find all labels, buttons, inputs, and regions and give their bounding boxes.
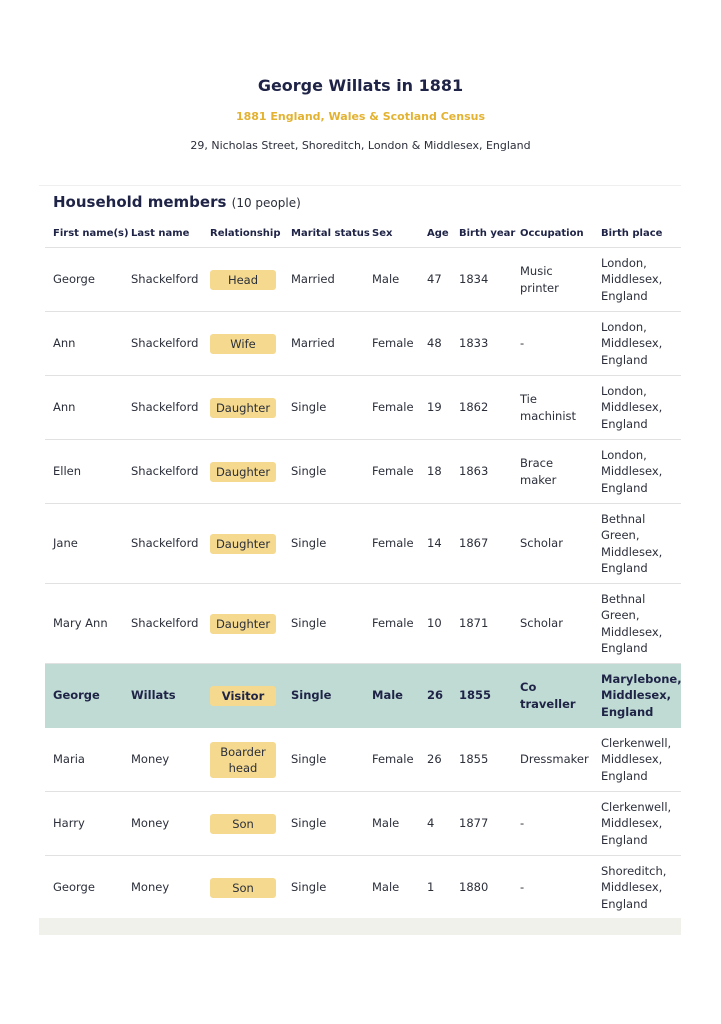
member-occupation-cell xyxy=(512,312,593,376)
member-first-name-cell xyxy=(45,664,123,728)
relationship-badge: Son xyxy=(210,814,276,834)
relationship-badge: Son xyxy=(210,878,276,898)
member-age-cell xyxy=(419,792,451,856)
member-age: 14 xyxy=(427,536,442,551)
member-last-name-cell xyxy=(123,584,202,664)
member-last-name-cell xyxy=(123,728,202,792)
member-birth-place: Clerkenwell, Middlesex, England xyxy=(601,799,672,847)
member-first-name-cell xyxy=(45,376,123,440)
member-birth-year-cell xyxy=(451,664,512,728)
table-row[interactable] xyxy=(45,440,681,504)
member-relationship-cell xyxy=(202,664,283,728)
member-birth-place-cell xyxy=(593,584,681,664)
member-birth-year-cell xyxy=(451,584,512,664)
relationship-badge: Boarder head xyxy=(210,742,276,778)
member-birth-place: London, Middlesex, England xyxy=(601,319,663,367)
member-last-name-cell xyxy=(123,664,202,728)
member-first-name-cell xyxy=(45,728,123,792)
member-sex: Female xyxy=(372,616,414,631)
member-marital-status-cell xyxy=(283,856,364,920)
member-occupation-cell xyxy=(512,440,593,504)
member-age: 26 xyxy=(427,688,444,703)
member-last-name: Money xyxy=(131,816,170,831)
member-relationship-cell xyxy=(202,440,283,504)
member-birth-year: 1871 xyxy=(459,616,489,631)
member-age: 48 xyxy=(427,336,442,351)
member-occupation-cell xyxy=(512,248,593,312)
member-marital-status-cell xyxy=(283,312,364,376)
relationship-badge: Daughter xyxy=(210,398,276,418)
member-first-name-cell xyxy=(45,584,123,664)
member-occupation: Brace maker xyxy=(520,456,557,487)
member-occupation: Tie machinist xyxy=(520,392,577,423)
column-header-sex: Sex xyxy=(364,219,419,248)
member-first-name: Ellen xyxy=(53,464,82,479)
column-header-age: Age xyxy=(419,219,451,248)
page-title: George Willats in 1881 xyxy=(257,76,464,95)
member-occupation-cell xyxy=(512,376,593,440)
member-sex-cell xyxy=(364,584,419,664)
relationship-badge: Head xyxy=(210,270,276,290)
member-relationship-cell xyxy=(202,504,283,584)
member-marital-status-cell xyxy=(283,440,364,504)
member-age: 47 xyxy=(427,272,442,287)
column-header-birth-year: Birth year xyxy=(451,219,512,248)
member-first-name-cell xyxy=(45,312,123,376)
member-sex-cell xyxy=(364,440,419,504)
member-birth-year: 1863 xyxy=(459,464,489,479)
table-row[interactable] xyxy=(45,504,681,584)
member-last-name: Money xyxy=(131,880,170,895)
member-last-name: Shackelford xyxy=(131,400,199,415)
table-header-row xyxy=(45,219,681,248)
relationship-badge: Wife xyxy=(210,334,276,354)
member-age: 19 xyxy=(427,400,442,415)
member-sex: Female xyxy=(372,336,414,351)
relationship-badge: Visitor xyxy=(210,686,276,706)
member-birth-year-cell xyxy=(451,440,512,504)
member-first-name: Ann xyxy=(53,400,76,415)
column-header-birth-place: Birth place xyxy=(593,219,681,248)
member-sex: Female xyxy=(372,752,414,767)
member-occupation-cell xyxy=(512,792,593,856)
member-relationship-cell xyxy=(202,376,283,440)
table-row[interactable] xyxy=(45,376,681,440)
member-sex-cell xyxy=(364,312,419,376)
member-relationship-cell xyxy=(202,792,283,856)
member-sex-cell xyxy=(364,248,419,312)
member-last-name-cell xyxy=(123,376,202,440)
member-last-name: Money xyxy=(131,752,170,767)
member-age: 26 xyxy=(427,752,442,767)
member-sex: Male xyxy=(372,816,400,831)
member-relationship-cell xyxy=(202,584,283,664)
member-marital-status: Single xyxy=(291,616,327,631)
member-birth-place: Shoreditch, Middlesex, England xyxy=(601,863,667,911)
member-first-name: Maria xyxy=(53,752,85,767)
member-birth-year: 1833 xyxy=(459,336,489,351)
member-marital-status-cell xyxy=(283,664,364,728)
member-marital-status-cell xyxy=(283,792,364,856)
member-birth-place: London, Middlesex, England xyxy=(601,447,663,495)
member-birth-year: 1855 xyxy=(459,752,489,767)
member-birth-year: 1834 xyxy=(459,272,489,287)
member-last-name: Shackelford xyxy=(131,464,199,479)
member-age: 10 xyxy=(427,616,442,631)
member-first-name-cell xyxy=(45,792,123,856)
member-occupation: Music printer xyxy=(520,264,559,295)
member-age-cell xyxy=(419,728,451,792)
member-birth-year-cell xyxy=(451,856,512,920)
relationship-badge: Daughter xyxy=(210,462,276,482)
census-address: 29, Nicholas Street, Shoreditch, London & Middlesex, England xyxy=(190,139,531,152)
table-row[interactable] xyxy=(45,664,681,728)
member-first-name-cell xyxy=(45,856,123,920)
member-birth-year: 1877 xyxy=(459,816,489,831)
member-occupation: Scholar xyxy=(520,536,563,551)
member-first-name: Mary Ann xyxy=(53,616,108,631)
member-last-name: Shackelford xyxy=(131,616,199,631)
member-birth-year-cell xyxy=(451,728,512,792)
member-birth-place-cell xyxy=(593,728,681,792)
member-occupation: Scholar xyxy=(520,616,563,631)
member-sex: Female xyxy=(372,464,414,479)
member-birth-year-cell xyxy=(451,248,512,312)
member-sex: Male xyxy=(372,272,400,287)
member-marital-status-cell xyxy=(283,504,364,584)
member-birth-place-cell xyxy=(593,792,681,856)
member-occupation-cell xyxy=(512,504,593,584)
member-first-name: Harry xyxy=(53,816,85,831)
member-marital-status-cell xyxy=(283,728,364,792)
table-row[interactable] xyxy=(45,856,681,920)
member-occupation-cell xyxy=(512,856,593,920)
member-marital-status-cell xyxy=(283,248,364,312)
member-first-name-cell xyxy=(45,248,123,312)
member-occupation: - xyxy=(520,336,525,351)
member-marital-status: Single xyxy=(291,688,332,703)
member-occupation: Co traveller xyxy=(520,680,576,711)
member-sex: Female xyxy=(372,400,414,415)
member-marital-status: Single xyxy=(291,536,327,551)
member-birth-year: 1862 xyxy=(459,400,489,415)
member-last-name: Shackelford xyxy=(131,536,199,551)
relationship-badge: Daughter xyxy=(210,614,276,634)
household-count: (10 people) xyxy=(231,196,301,210)
member-age-cell xyxy=(419,248,451,312)
member-relationship-cell xyxy=(202,312,283,376)
member-birth-year-cell xyxy=(451,376,512,440)
member-sex-cell xyxy=(364,376,419,440)
member-first-name-cell xyxy=(45,504,123,584)
member-sex-cell xyxy=(364,664,419,728)
column-header-occupation: Occupation xyxy=(512,219,593,248)
member-first-name: George xyxy=(53,272,95,287)
member-age-cell xyxy=(419,856,451,920)
column-header-last-name: Last name xyxy=(123,219,202,248)
member-birth-place: London, Middlesex, England xyxy=(601,255,663,303)
member-birth-place: Bethnal Green, Middlesex, England xyxy=(601,511,663,575)
member-first-name: Ann xyxy=(53,336,76,351)
column-header-marital-status: Marital status xyxy=(283,219,364,248)
member-marital-status: Married xyxy=(291,336,335,351)
member-birth-place-cell xyxy=(593,312,681,376)
member-first-name-cell xyxy=(45,440,123,504)
member-sex: Male xyxy=(372,880,400,895)
member-marital-status: Single xyxy=(291,880,327,895)
table-row[interactable] xyxy=(45,792,681,856)
member-age-cell xyxy=(419,376,451,440)
member-last-name-cell xyxy=(123,440,202,504)
table-row[interactable] xyxy=(45,728,681,792)
member-birth-year-cell xyxy=(451,504,512,584)
member-birth-place-cell xyxy=(593,504,681,584)
member-birth-place-cell xyxy=(593,856,681,920)
household-table xyxy=(45,219,681,919)
household-card-footer xyxy=(39,918,681,935)
member-birth-place-cell xyxy=(593,248,681,312)
member-marital-status: Single xyxy=(291,400,327,415)
member-last-name: Shackelford xyxy=(131,336,199,351)
member-marital-status-cell xyxy=(283,376,364,440)
member-relationship-cell xyxy=(202,856,283,920)
member-age-cell xyxy=(419,504,451,584)
column-header-relationship: Relationship xyxy=(202,219,283,248)
member-birth-place-cell xyxy=(593,664,681,728)
member-age-cell xyxy=(419,584,451,664)
member-age-cell xyxy=(419,664,451,728)
member-last-name: Shackelford xyxy=(131,272,199,287)
household-heading xyxy=(53,193,301,211)
member-sex-cell xyxy=(364,504,419,584)
member-marital-status: Single xyxy=(291,464,327,479)
member-last-name-cell xyxy=(123,312,202,376)
member-occupation-cell xyxy=(512,584,593,664)
member-sex: Male xyxy=(372,688,403,703)
member-relationship-cell xyxy=(202,728,283,792)
relationship-badge: Daughter xyxy=(210,534,276,554)
member-age-cell xyxy=(419,440,451,504)
census-collection[interactable]: 1881 England, Wales & Scotland Census xyxy=(235,110,486,123)
member-occupation: - xyxy=(520,880,525,895)
member-first-name: George xyxy=(53,688,100,703)
member-birth-year-cell xyxy=(451,312,512,376)
member-first-name: George xyxy=(53,880,95,895)
member-occupation: Dressmaker xyxy=(520,752,589,767)
member-last-name-cell xyxy=(123,504,202,584)
member-age: 1 xyxy=(427,880,435,895)
member-last-name-cell xyxy=(123,792,202,856)
member-last-name-cell xyxy=(123,856,202,920)
member-marital-status: Married xyxy=(291,272,335,287)
member-birth-year: 1880 xyxy=(459,880,489,895)
member-age-cell xyxy=(419,312,451,376)
table-row[interactable] xyxy=(45,248,681,312)
member-birth-place: Marylebone, Middlesex, England xyxy=(601,671,682,719)
member-birth-place: London, Middlesex, England xyxy=(601,383,663,431)
member-marital-status-cell xyxy=(283,584,364,664)
member-sex-cell xyxy=(364,792,419,856)
member-occupation-cell xyxy=(512,664,593,728)
member-marital-status: Single xyxy=(291,816,327,831)
member-occupation: - xyxy=(520,816,525,831)
member-marital-status: Single xyxy=(291,752,327,767)
member-birth-year: 1867 xyxy=(459,536,489,551)
member-birth-year-cell xyxy=(451,792,512,856)
member-last-name: Willats xyxy=(131,688,176,703)
column-header-first-name: First name(s) xyxy=(45,219,123,248)
member-birth-place-cell xyxy=(593,376,681,440)
member-age: 4 xyxy=(427,816,435,831)
member-relationship-cell xyxy=(202,248,283,312)
member-birth-place-cell xyxy=(593,440,681,504)
member-birth-year: 1855 xyxy=(459,688,492,703)
member-birth-place: Bethnal Green, Middlesex, England xyxy=(601,591,663,655)
member-last-name-cell xyxy=(123,248,202,312)
member-sex-cell xyxy=(364,728,419,792)
member-sex: Female xyxy=(372,536,414,551)
member-occupation-cell xyxy=(512,728,593,792)
member-sex-cell xyxy=(364,856,419,920)
member-age: 18 xyxy=(427,464,442,479)
table-row[interactable] xyxy=(45,584,681,664)
member-birth-place: Clerkenwell, Middlesex, England xyxy=(601,735,672,783)
household-heading-text: Household members xyxy=(53,193,227,211)
table-row[interactable] xyxy=(45,312,681,376)
member-first-name: Jane xyxy=(53,536,78,551)
